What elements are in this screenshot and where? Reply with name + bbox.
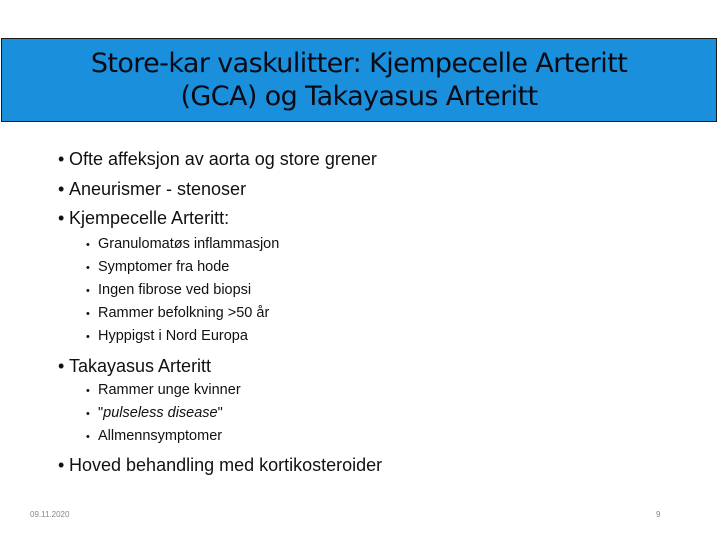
- footer-date: 09.11.2020: [30, 510, 70, 519]
- bullet-icon: •: [58, 149, 65, 169]
- bullet-icon: •: [86, 262, 90, 274]
- sub-bullet-text: Rammer unge kvinner: [98, 382, 241, 398]
- bullet-icon: •: [86, 385, 90, 397]
- sub-bullet-item: [86, 427, 222, 446]
- bullet-icon: •: [86, 408, 90, 420]
- bullet-text: Kjempecelle Arteritt:: [69, 208, 230, 228]
- bullet-icon: •: [86, 239, 90, 251]
- bullet-item: [58, 207, 229, 229]
- bullet-icon: •: [86, 285, 90, 297]
- footer-page-number: 9: [656, 510, 661, 519]
- slide-title-line-1: Store-kar vaskulitter: Kjempecelle Arteritt: [90, 48, 628, 79]
- bullet-icon: •: [58, 455, 65, 475]
- bullet-icon: •: [58, 179, 65, 199]
- quote-close: ": [217, 405, 223, 421]
- bullet-text: Aneurismer - stenoser: [69, 179, 247, 199]
- sub-bullet-item: [86, 404, 223, 423]
- bullet-icon: •: [86, 308, 90, 320]
- sub-bullet-text: Symptomer fra hode: [98, 259, 230, 275]
- sub-bullet-item: [86, 304, 269, 323]
- sub-bullet-text: Allmennsymptomer: [98, 428, 223, 444]
- sub-bullet-text-italic: pulseless disease: [103, 405, 218, 421]
- bullet-icon: •: [58, 208, 65, 228]
- bullet-text: Takayasus Arteritt: [69, 356, 212, 376]
- bullet-item: [58, 148, 377, 170]
- slide-title-line-2: (GCA) og Takayasus Arteritt: [180, 81, 538, 112]
- sub-bullet-text: Hyppigst i Nord Europa: [98, 328, 248, 344]
- sub-bullet-item: [86, 381, 241, 400]
- bullet-item: [58, 454, 382, 476]
- bullet-icon: •: [58, 356, 65, 376]
- quote-open: ": [98, 405, 104, 421]
- sub-bullet-item: [86, 235, 279, 254]
- bullet-icon: •: [86, 331, 90, 343]
- sub-bullet-text: Rammer befolkning >50 år: [98, 305, 270, 321]
- bullet-text: Hoved behandling med kortikosteroider: [69, 455, 383, 475]
- sub-bullet-text: Granulomatøs inflammasjon: [98, 236, 280, 252]
- bullet-item: [58, 355, 211, 377]
- sub-bullet-text: Ingen fibrose ved biopsi: [98, 282, 252, 298]
- sub-bullet-item: [86, 258, 229, 277]
- sub-bullet-item: [86, 327, 248, 346]
- sub-bullet-item: [86, 281, 251, 300]
- bullet-icon: •: [86, 431, 90, 443]
- bullet-text: Ofte affeksjon av aorta og store grener: [69, 149, 377, 169]
- bullet-item: [58, 178, 246, 200]
